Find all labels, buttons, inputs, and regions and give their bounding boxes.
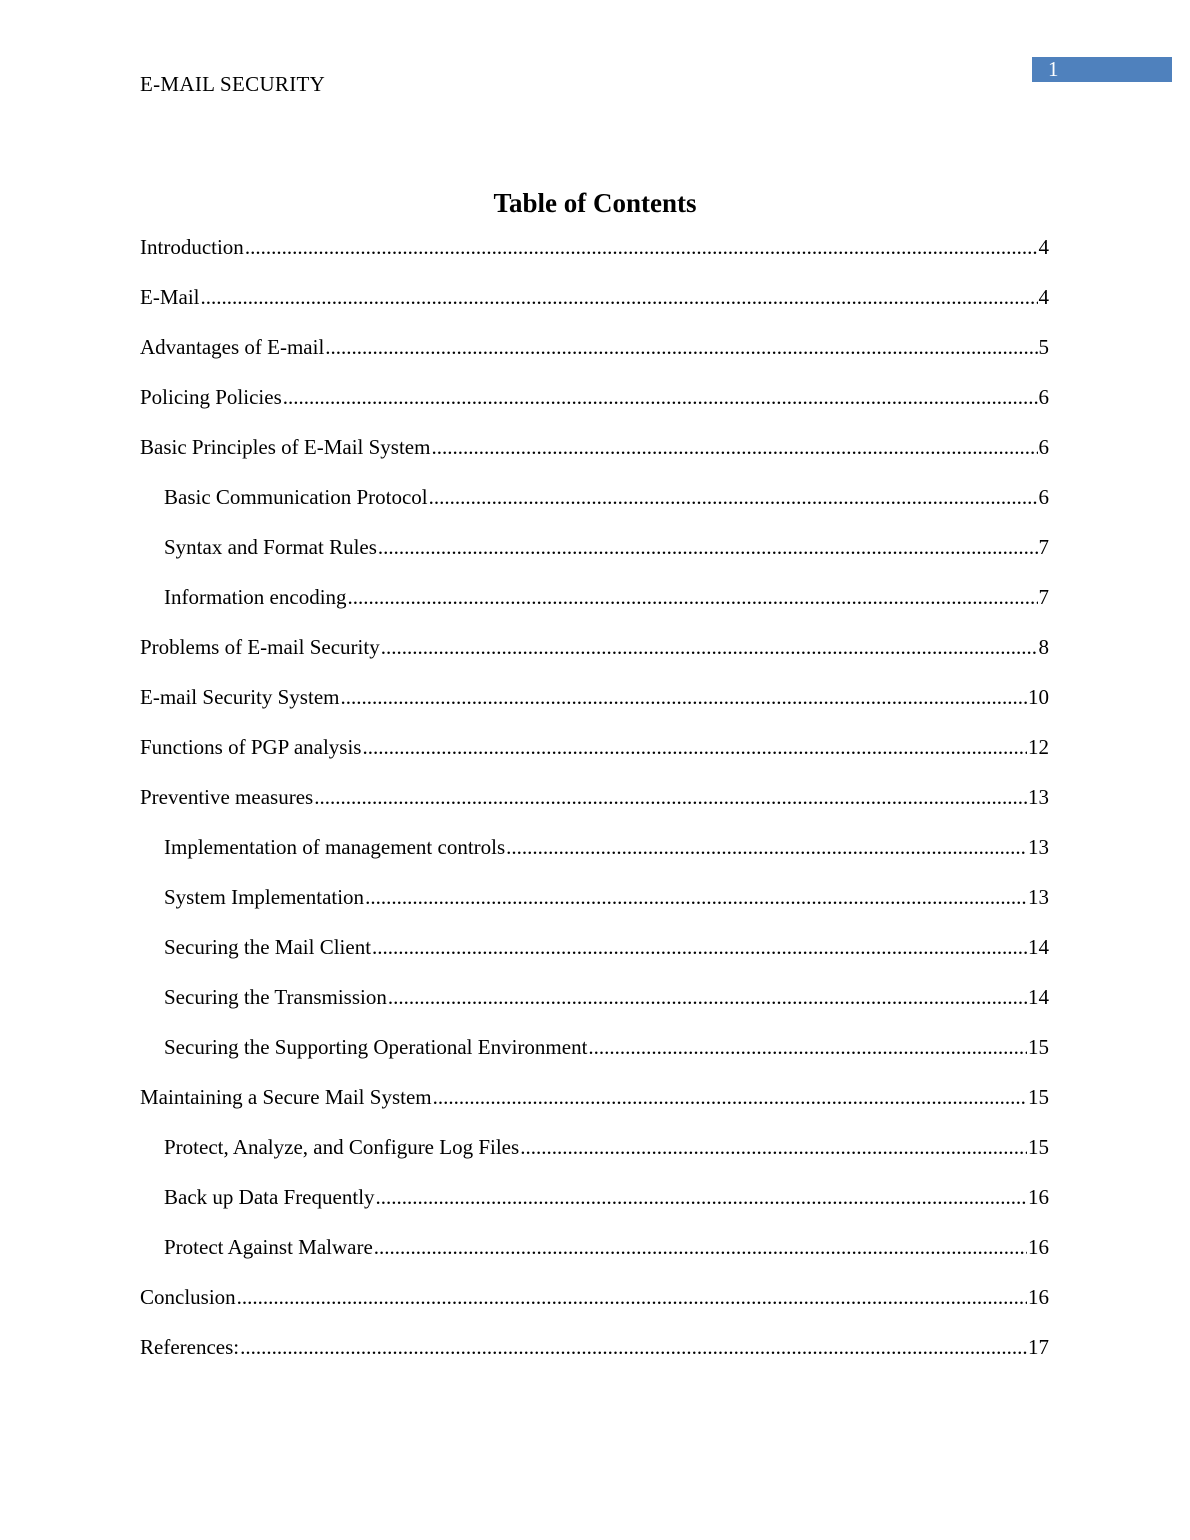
- toc-dot-leader: [340, 683, 1027, 711]
- toc-dot-leader: [506, 833, 1027, 861]
- toc-entry-label: Implementation of management controls: [164, 835, 506, 859]
- toc-dot-leader: [348, 583, 1038, 611]
- toc-entry-basic-principles[interactable]: [140, 433, 1049, 483]
- toc-entry-label: Advantages of E-mail: [140, 335, 325, 359]
- toc-entry-page: 14: [1028, 985, 1049, 1009]
- toc-entry-references[interactable]: [140, 1333, 1049, 1383]
- toc-entry-system-implementation[interactable]: [140, 883, 1049, 933]
- toc-dot-leader: [245, 233, 1038, 261]
- toc-entry-label: Protect Against Malware: [164, 1235, 373, 1259]
- toc-entry-introduction[interactable]: [140, 233, 1049, 283]
- toc-entry-label: Securing the Transmission: [164, 985, 387, 1009]
- toc-entry-page: 6: [1038, 385, 1049, 409]
- toc-entry-preventive-measures[interactable]: [140, 783, 1049, 833]
- toc-dot-leader: [372, 933, 1027, 961]
- toc-dot-leader: [365, 883, 1027, 911]
- toc-entry-conclusion[interactable]: [140, 1283, 1049, 1333]
- toc-entry-protect-analyze-configure-log-files[interactable]: [140, 1133, 1049, 1183]
- toc-dot-leader: [429, 483, 1038, 511]
- toc-entry-label: Information encoding: [164, 585, 347, 609]
- toc-entry-label: Syntax and Format Rules: [164, 535, 377, 559]
- toc-dot-leader: [374, 1233, 1027, 1261]
- toc-entry-policing-policies[interactable]: [140, 383, 1049, 433]
- toc-entry-page: 7: [1038, 535, 1049, 559]
- toc-list: [140, 233, 1049, 1383]
- toc-entry-email[interactable]: [140, 283, 1049, 333]
- toc-dot-leader: [388, 983, 1027, 1011]
- toc-title: Table of Contents: [493, 188, 697, 218]
- toc-dot-leader: [362, 733, 1027, 761]
- toc-entry-label: E-Mail: [140, 285, 200, 309]
- toc-dot-leader: [381, 633, 1038, 661]
- toc-dot-leader: [240, 1333, 1027, 1361]
- toc-entry-label: Back up Data Frequently: [164, 1185, 375, 1209]
- toc-entry-page: 16: [1028, 1235, 1049, 1259]
- toc-dot-leader: [588, 1033, 1027, 1061]
- toc-entry-label: System Implementation: [164, 885, 365, 909]
- toc-entry-label: Basic Communication Protocol: [164, 485, 428, 509]
- toc-dot-leader: [433, 1083, 1027, 1111]
- toc-entry-page: 6: [1038, 485, 1049, 509]
- toc-entry-syntax-and-format-rules[interactable]: [140, 533, 1049, 583]
- toc-entry-page: 16: [1028, 1185, 1049, 1209]
- toc-entry-page: 15: [1028, 1085, 1049, 1109]
- toc-entry-page: 17: [1028, 1335, 1049, 1359]
- toc-dot-leader: [325, 333, 1037, 361]
- page-number: 1: [1048, 57, 1059, 81]
- toc-entry-information-encoding[interactable]: [140, 583, 1049, 633]
- toc-dot-leader: [314, 783, 1027, 811]
- toc-dot-leader: [283, 383, 1038, 411]
- toc-entry-page: 13: [1028, 885, 1049, 909]
- toc-entry-page: 15: [1028, 1135, 1049, 1159]
- toc-entry-securing-the-supporting-operational-environment[interactable]: [140, 1033, 1049, 1083]
- toc-dot-leader: [200, 283, 1037, 311]
- toc-entry-maintaining-a-secure-mail-system[interactable]: [140, 1083, 1049, 1133]
- toc-entry-label: Conclusion: [140, 1285, 236, 1309]
- toc-entry-label: Introduction: [140, 235, 244, 259]
- toc-entry-page: 8: [1038, 635, 1049, 659]
- toc-entry-advantages-of-email[interactable]: [140, 333, 1049, 383]
- toc-entry-page: 13: [1028, 785, 1049, 809]
- toc-entry-label: Protect, Analyze, and Configure Log Files: [164, 1135, 520, 1159]
- page-number-badge: [1032, 57, 1172, 82]
- toc-entry-page: 16: [1028, 1285, 1049, 1309]
- toc-entry-basic-communication-protocol[interactable]: [140, 483, 1049, 533]
- toc-entry-page: 12: [1028, 735, 1049, 759]
- toc-entry-page: 13: [1028, 835, 1049, 859]
- toc-entry-functions-of-pgp-analysis[interactable]: [140, 733, 1049, 783]
- running-head: E-MAIL SECURITY: [140, 72, 326, 96]
- toc-entry-label: Securing the Supporting Operational Environment: [164, 1035, 588, 1059]
- toc-entry-label: References:: [140, 1335, 240, 1359]
- toc-entry-securing-the-transmission[interactable]: [140, 983, 1049, 1033]
- toc-entry-problems-of-email-security[interactable]: [140, 633, 1049, 683]
- toc-dot-leader: [520, 1133, 1027, 1161]
- toc-dot-leader: [376, 1183, 1027, 1211]
- toc-entry-page: 7: [1038, 585, 1049, 609]
- toc-dot-leader: [378, 533, 1038, 561]
- toc-entry-label: Functions of PGP analysis: [140, 735, 362, 759]
- toc-dot-leader: [237, 1283, 1027, 1311]
- toc-entry-page: 10: [1028, 685, 1049, 709]
- toc-entry-label: Maintaining a Secure Mail System: [140, 1085, 432, 1109]
- toc-entry-label: E-mail Security System: [140, 685, 340, 709]
- toc-entry-page: 15: [1028, 1035, 1049, 1059]
- toc-entry-label: Preventive measures: [140, 785, 314, 809]
- toc-entry-label: Problems of E-mail Security: [140, 635, 380, 659]
- toc-entry-page: 5: [1038, 335, 1049, 359]
- toc-entry-page: 14: [1028, 935, 1049, 959]
- toc-entry-label: Basic Principles of E-Mail System: [140, 435, 431, 459]
- toc-entry-protect-against-malware[interactable]: [140, 1233, 1049, 1283]
- toc-entry-back-up-data-frequently[interactable]: [140, 1183, 1049, 1233]
- toc-entry-email-security-system[interactable]: [140, 683, 1049, 733]
- toc-entry-page: 4: [1038, 285, 1049, 309]
- toc-entry-securing-the-mail-client[interactable]: [140, 933, 1049, 983]
- toc-entry-page: 4: [1038, 235, 1049, 259]
- toc-entry-page: 6: [1038, 435, 1049, 459]
- toc-entry-label: Securing the Mail Client: [164, 935, 372, 959]
- toc-dot-leader: [431, 433, 1037, 461]
- toc-entry-label: Policing Policies: [140, 385, 282, 409]
- toc-entry-implementation-of-management-controls[interactable]: [140, 833, 1049, 883]
